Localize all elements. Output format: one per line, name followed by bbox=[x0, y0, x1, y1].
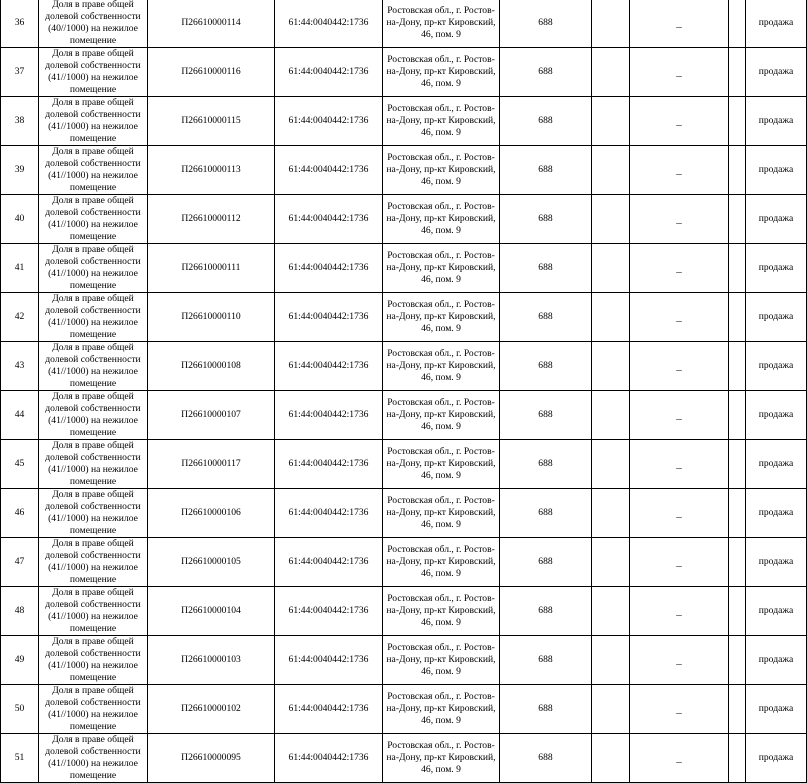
table-row bbox=[1, 489, 807, 538]
object-code-cell: П26610000114 bbox=[148, 0, 275, 48]
row-number-cell: 45 bbox=[1, 440, 39, 489]
area-cell: 688 bbox=[500, 244, 592, 293]
cadastral-number-cell: 61:44:0040442:1736 bbox=[275, 685, 383, 734]
row-number-cell: 44 bbox=[1, 391, 39, 440]
row-number-cell: 47 bbox=[1, 538, 39, 587]
area-cell: 688 bbox=[500, 685, 592, 734]
deal-type-cell: продажа bbox=[746, 244, 807, 293]
object-code-cell: П26610000108 bbox=[148, 342, 275, 391]
cadastral-number-cell: 61:44:0040442:1736 bbox=[275, 440, 383, 489]
area-cell: 688 bbox=[500, 587, 592, 636]
row-number-cell: 51 bbox=[1, 734, 39, 783]
area-cell: 688 bbox=[500, 342, 592, 391]
deal-type-cell: продажа bbox=[746, 0, 807, 48]
extra-cell bbox=[729, 293, 746, 342]
area-cell: 688 bbox=[500, 734, 592, 783]
extra-cell bbox=[729, 538, 746, 587]
cadastral-number-cell: 61:44:0040442:1736 bbox=[275, 48, 383, 97]
empty-cell bbox=[592, 391, 630, 440]
dash-cell: _ bbox=[630, 146, 729, 195]
object-code-cell: П26610000116 bbox=[148, 48, 275, 97]
object-name-cell: Доля в праве общей долевой собственности (41//1000) на нежилое помещение bbox=[39, 97, 148, 146]
object-name-cell: Доля в праве общей долевой собственности (41//1000) на нежилое помещение bbox=[39, 587, 148, 636]
empty-cell bbox=[592, 538, 630, 587]
address-cell: Ростовская обл., г. Ростов-на-Дону, пр-кт Кировский, 46, пом. 9 bbox=[383, 587, 500, 636]
address-cell: Ростовская обл., г. Ростов-на-Дону, пр-кт Кировский, 46, пом. 9 bbox=[383, 342, 500, 391]
cadastral-number-cell: 61:44:0040442:1736 bbox=[275, 734, 383, 783]
deal-type-cell: продажа bbox=[746, 391, 807, 440]
dash-cell: _ bbox=[630, 440, 729, 489]
empty-cell bbox=[592, 146, 630, 195]
table-row bbox=[1, 391, 807, 440]
address-cell: Ростовская обл., г. Ростов-на-Дону, пр-кт Кировский, 46, пом. 9 bbox=[383, 48, 500, 97]
extra-cell bbox=[729, 587, 746, 636]
extra-cell bbox=[729, 734, 746, 783]
address-cell: Ростовская обл., г. Ростов-на-Дону, пр-кт Кировский, 46, пом. 9 bbox=[383, 195, 500, 244]
empty-cell bbox=[592, 195, 630, 244]
cadastral-number-cell: 61:44:0040442:1736 bbox=[275, 538, 383, 587]
empty-cell bbox=[592, 489, 630, 538]
cadastral-number-cell: 61:44:0040442:1736 bbox=[275, 636, 383, 685]
object-code-cell: П26610000103 bbox=[148, 636, 275, 685]
address-cell: Ростовская обл., г. Ростов-на-Дону, пр-кт Кировский, 46, пом. 9 bbox=[383, 391, 500, 440]
row-number-cell: 43 bbox=[1, 342, 39, 391]
cadastral-number-cell: 61:44:0040442:1736 bbox=[275, 244, 383, 293]
row-number-cell: 42 bbox=[1, 293, 39, 342]
table-row bbox=[1, 734, 807, 783]
object-name-cell: Доля в праве общей долевой собственности (41//1000) на нежилое помещение bbox=[39, 685, 148, 734]
dash-cell: _ bbox=[630, 391, 729, 440]
empty-cell bbox=[592, 734, 630, 783]
extra-cell bbox=[729, 0, 746, 48]
table-row bbox=[1, 685, 807, 734]
object-code-cell: П26610000107 bbox=[148, 391, 275, 440]
area-cell: 688 bbox=[500, 293, 592, 342]
dash-cell: _ bbox=[630, 0, 729, 48]
area-cell: 688 bbox=[500, 489, 592, 538]
object-code-cell: П26610000115 bbox=[148, 97, 275, 146]
area-cell: 688 bbox=[500, 146, 592, 195]
address-cell: Ростовская обл., г. Ростов-на-Дону, пр-кт Кировский, 46, пом. 9 bbox=[383, 538, 500, 587]
cadastral-number-cell: 61:44:0040442:1736 bbox=[275, 146, 383, 195]
object-code-cell: П26610000104 bbox=[148, 587, 275, 636]
address-cell: Ростовская обл., г. Ростов-на-Дону, пр-кт Кировский, 46, пом. 9 bbox=[383, 489, 500, 538]
table-row bbox=[1, 48, 807, 97]
object-name-cell: Доля в праве общей долевой собственности (41//1000) на нежилое помещение bbox=[39, 293, 148, 342]
address-cell: Ростовская обл., г. Ростов-на-Дону, пр-кт Кировский, 46, пом. 9 bbox=[383, 0, 500, 48]
row-number-cell: 46 bbox=[1, 489, 39, 538]
table-row bbox=[1, 0, 807, 48]
table-row bbox=[1, 440, 807, 489]
object-name-cell: Доля в праве общей долевой собственности (40//1000) на нежилое помещение bbox=[39, 0, 148, 48]
dash-cell: _ bbox=[630, 97, 729, 146]
extra-cell bbox=[729, 636, 746, 685]
dash-cell: _ bbox=[630, 538, 729, 587]
row-number-cell: 41 bbox=[1, 244, 39, 293]
address-cell: Ростовская обл., г. Ростов-на-Дону, пр-кт Кировский, 46, пом. 9 bbox=[383, 636, 500, 685]
deal-type-cell: продажа bbox=[746, 342, 807, 391]
empty-cell bbox=[592, 587, 630, 636]
table-row bbox=[1, 342, 807, 391]
table-row bbox=[1, 146, 807, 195]
extra-cell bbox=[729, 342, 746, 391]
empty-cell bbox=[592, 636, 630, 685]
address-cell: Ростовская обл., г. Ростов-на-Дону, пр-кт Кировский, 46, пом. 9 bbox=[383, 734, 500, 783]
object-code-cell: П26610000117 bbox=[148, 440, 275, 489]
table-body bbox=[1, 0, 807, 783]
cadastral-number-cell: 61:44:0040442:1736 bbox=[275, 97, 383, 146]
table-row bbox=[1, 587, 807, 636]
object-code-cell: П26610000106 bbox=[148, 489, 275, 538]
deal-type-cell: продажа bbox=[746, 195, 807, 244]
table-row bbox=[1, 293, 807, 342]
object-code-cell: П26610000105 bbox=[148, 538, 275, 587]
empty-cell bbox=[592, 244, 630, 293]
dash-cell: _ bbox=[630, 685, 729, 734]
dash-cell: _ bbox=[630, 636, 729, 685]
cadastral-number-cell: 61:44:0040442:1736 bbox=[275, 489, 383, 538]
dash-cell: _ bbox=[630, 244, 729, 293]
area-cell: 688 bbox=[500, 636, 592, 685]
row-number-cell: 50 bbox=[1, 685, 39, 734]
address-cell: Ростовская обл., г. Ростов-на-Дону, пр-кт Кировский, 46, пом. 9 bbox=[383, 146, 500, 195]
table-row bbox=[1, 538, 807, 587]
object-code-cell: П26610000102 bbox=[148, 685, 275, 734]
area-cell: 688 bbox=[500, 195, 592, 244]
deal-type-cell: продажа bbox=[746, 489, 807, 538]
extra-cell bbox=[729, 146, 746, 195]
object-name-cell: Доля в праве общей долевой собственности (41//1000) на нежилое помещение bbox=[39, 636, 148, 685]
table-row bbox=[1, 97, 807, 146]
cadastral-number-cell: 61:44:0040442:1736 bbox=[275, 342, 383, 391]
area-cell: 688 bbox=[500, 440, 592, 489]
area-cell: 688 bbox=[500, 391, 592, 440]
extra-cell bbox=[729, 489, 746, 538]
object-name-cell: Доля в праве общей долевой собственности (41//1000) на нежилое помещение bbox=[39, 391, 148, 440]
cadastral-number-cell: 61:44:0040442:1736 bbox=[275, 195, 383, 244]
empty-cell bbox=[592, 440, 630, 489]
extra-cell bbox=[729, 685, 746, 734]
empty-cell bbox=[592, 48, 630, 97]
empty-cell bbox=[592, 97, 630, 146]
cadastral-number-cell: 61:44:0040442:1736 bbox=[275, 587, 383, 636]
area-cell: 688 bbox=[500, 0, 592, 48]
object-name-cell: Доля в праве общей долевой собственности (41//1000) на нежилое помещение bbox=[39, 342, 148, 391]
area-cell: 688 bbox=[500, 538, 592, 587]
object-name-cell: Доля в праве общей долевой собственности (41//1000) на нежилое помещение bbox=[39, 489, 148, 538]
row-number-cell: 39 bbox=[1, 146, 39, 195]
object-code-cell: П26610000112 bbox=[148, 195, 275, 244]
area-cell: 688 bbox=[500, 97, 592, 146]
address-cell: Ростовская обл., г. Ростов-на-Дону, пр-кт Кировский, 46, пом. 9 bbox=[383, 97, 500, 146]
deal-type-cell: продажа bbox=[746, 734, 807, 783]
extra-cell bbox=[729, 195, 746, 244]
row-number-cell: 48 bbox=[1, 587, 39, 636]
cadastral-number-cell: 61:44:0040442:1736 bbox=[275, 391, 383, 440]
address-cell: Ростовская обл., г. Ростов-на-Дону, пр-кт Кировский, 46, пом. 9 bbox=[383, 685, 500, 734]
row-number-cell: 37 bbox=[1, 48, 39, 97]
object-code-cell: П26610000095 bbox=[148, 734, 275, 783]
deal-type-cell: продажа bbox=[746, 685, 807, 734]
cadastral-number-cell: 61:44:0040442:1736 bbox=[275, 0, 383, 48]
row-number-cell: 40 bbox=[1, 195, 39, 244]
object-code-cell: П26610000113 bbox=[148, 146, 275, 195]
object-name-cell: Доля в праве общей долевой собственности (41//1000) на нежилое помещение bbox=[39, 48, 148, 97]
row-number-cell: 38 bbox=[1, 97, 39, 146]
cadastral-number-cell: 61:44:0040442:1736 bbox=[275, 293, 383, 342]
dash-cell: _ bbox=[630, 48, 729, 97]
object-name-cell: Доля в праве общей долевой собственности (41//1000) на нежилое помещение bbox=[39, 734, 148, 783]
table-row bbox=[1, 636, 807, 685]
extra-cell bbox=[729, 440, 746, 489]
deal-type-cell: продажа bbox=[746, 636, 807, 685]
extra-cell bbox=[729, 244, 746, 293]
row-number-cell: 49 bbox=[1, 636, 39, 685]
empty-cell bbox=[592, 293, 630, 342]
dash-cell: _ bbox=[630, 342, 729, 391]
dash-cell: _ bbox=[630, 587, 729, 636]
object-code-cell: П26610000110 bbox=[148, 293, 275, 342]
dash-cell: _ bbox=[630, 293, 729, 342]
object-name-cell: Доля в праве общей долевой собственности (41//1000) на нежилое помещение bbox=[39, 195, 148, 244]
dash-cell: _ bbox=[630, 734, 729, 783]
deal-type-cell: продажа bbox=[746, 97, 807, 146]
object-code-cell: П26610000111 bbox=[148, 244, 275, 293]
dash-cell: _ bbox=[630, 489, 729, 538]
empty-cell bbox=[592, 342, 630, 391]
dash-cell: _ bbox=[630, 195, 729, 244]
deal-type-cell: продажа bbox=[746, 146, 807, 195]
object-name-cell: Доля в праве общей долевой собственности (41//1000) на нежилое помещение bbox=[39, 146, 148, 195]
table-row bbox=[1, 244, 807, 293]
address-cell: Ростовская обл., г. Ростов-на-Дону, пр-кт Кировский, 46, пом. 9 bbox=[383, 440, 500, 489]
object-name-cell: Доля в праве общей долевой собственности (41//1000) на нежилое помещение bbox=[39, 538, 148, 587]
area-cell: 688 bbox=[500, 48, 592, 97]
table-row bbox=[1, 195, 807, 244]
object-name-cell: Доля в праве общей долевой собственности (41//1000) на нежилое помещение bbox=[39, 244, 148, 293]
empty-cell bbox=[592, 685, 630, 734]
address-cell: Ростовская обл., г. Ростов-на-Дону, пр-кт Кировский, 46, пом. 9 bbox=[383, 293, 500, 342]
deal-type-cell: продажа bbox=[746, 538, 807, 587]
extra-cell bbox=[729, 48, 746, 97]
extra-cell bbox=[729, 391, 746, 440]
empty-cell bbox=[592, 0, 630, 48]
deal-type-cell: продажа bbox=[746, 48, 807, 97]
object-name-cell: Доля в праве общей долевой собственности (41//1000) на нежилое помещение bbox=[39, 440, 148, 489]
address-cell: Ростовская обл., г. Ростов-на-Дону, пр-кт Кировский, 46, пом. 9 bbox=[383, 244, 500, 293]
extra-cell bbox=[729, 97, 746, 146]
deal-type-cell: продажа bbox=[746, 440, 807, 489]
row-number-cell: 36 bbox=[1, 0, 39, 48]
deal-type-cell: продажа bbox=[746, 293, 807, 342]
deal-type-cell: продажа bbox=[746, 587, 807, 636]
